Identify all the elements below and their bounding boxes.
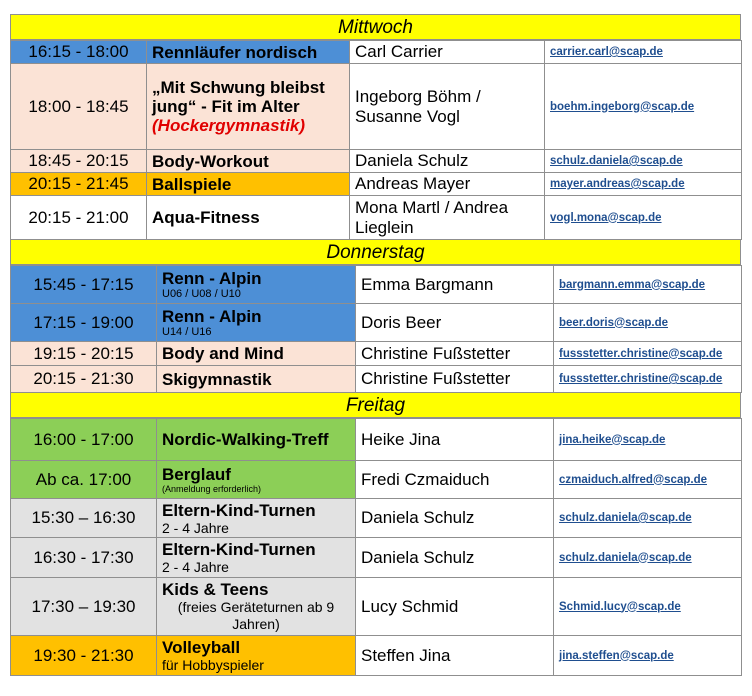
- email-link[interactable]: carrier.carl@scap.de: [550, 46, 663, 58]
- email-cell: [554, 538, 742, 578]
- table-row: [11, 342, 742, 366]
- email-cell: [545, 64, 742, 150]
- email-cell: [545, 173, 742, 196]
- instructor-cell: Ingeborg Böhm / Susanne Vogl: [350, 64, 545, 150]
- table-row: [11, 578, 742, 636]
- instructor-cell: Daniela Schulz: [356, 538, 554, 578]
- table-row: [11, 173, 742, 196]
- email-link[interactable]: mayer.andreas@scap.de: [550, 178, 685, 190]
- course-subtitle: (Anmeldung erforderlich): [162, 483, 262, 494]
- table-row: [11, 636, 742, 676]
- time-cell: 16:15 - 18:00: [11, 41, 147, 64]
- email-link[interactable]: czmaiduch.alfred@scap.de: [559, 473, 707, 486]
- course-cell: [157, 636, 356, 676]
- table-row: [11, 266, 742, 304]
- course-cell: [157, 578, 356, 636]
- table-row: [11, 41, 742, 64]
- time-cell: 15:30 – 16:30: [11, 499, 157, 538]
- time-cell: 17:30 – 19:30: [11, 578, 157, 636]
- email-cell: [554, 461, 742, 499]
- email-link[interactable]: jina.heike@scap.de: [559, 433, 666, 446]
- instructor-cell: Steffen Jina: [356, 636, 554, 676]
- email-cell: [545, 41, 742, 64]
- email-cell: [554, 366, 742, 393]
- course-title: Eltern-Kind-Turnen: [162, 500, 316, 520]
- time-cell: 19:15 - 20:15: [11, 342, 157, 366]
- time-cell: 17:15 - 19:00: [11, 304, 157, 342]
- course-cell: [157, 461, 356, 499]
- instructor-cell: Heike Jina: [356, 419, 554, 461]
- course-subtitle: U14 / U16: [162, 325, 212, 338]
- course-cell: Ballspiele: [147, 173, 350, 196]
- time-cell: 18:45 - 20:15: [11, 150, 147, 173]
- course-title: Renn - Alpin: [162, 268, 262, 288]
- time-cell: 20:15 - 21:45: [11, 173, 147, 196]
- email-cell: [554, 342, 742, 366]
- course-cell: [157, 499, 356, 538]
- course-title: Berglauf: [162, 464, 231, 484]
- email-link[interactable]: Schmid.lucy@scap.de: [559, 600, 681, 613]
- instructor-cell: Daniela Schulz: [356, 499, 554, 538]
- course-cell: Aqua-Fitness: [147, 196, 350, 240]
- day-header-freitag: Freitag: [10, 392, 741, 418]
- time-cell: Ab ca. 17:00: [11, 461, 157, 499]
- time-cell: 16:30 - 17:30: [11, 538, 157, 578]
- course-cell: Rennläufer nordisch: [147, 41, 350, 64]
- course-cell: [157, 538, 356, 578]
- day-header-donnerstag: Donnerstag: [10, 239, 741, 265]
- time-cell: 16:00 - 17:00: [11, 419, 157, 461]
- table-row: [11, 419, 742, 461]
- course-title: Renn - Alpin: [162, 306, 262, 326]
- course-cell: Skigymnastik: [157, 366, 356, 393]
- schedule-table-mittwoch: [10, 40, 742, 240]
- email-cell: [554, 578, 742, 636]
- instructor-cell: Mona Martl / Andrea Lieglein: [350, 196, 545, 240]
- course-title: „Mit Schwung bleibst jung“ - Fit im Alter: [152, 78, 325, 116]
- course-title: Volleyball: [162, 638, 241, 657]
- email-cell: [554, 499, 742, 538]
- course-cell: [157, 266, 356, 304]
- course-subtitle: (freies Geräteturnen ab 9 Jahren): [177, 599, 335, 632]
- time-cell: 18:00 - 18:45: [11, 64, 147, 150]
- table-row: [11, 499, 742, 538]
- course-cell: Body and Mind: [157, 342, 356, 366]
- email-link[interactable]: fussstetter.christine@scap.de: [559, 347, 723, 360]
- course-subtitle: 2 - 4 Jahre: [162, 519, 229, 536]
- day-header-mittwoch: Mittwoch: [10, 14, 741, 40]
- time-cell: 20:15 - 21:30: [11, 366, 157, 393]
- email-link[interactable]: fussstetter.christine@scap.de: [559, 373, 723, 385]
- email-cell: [545, 150, 742, 173]
- time-cell: 15:45 - 17:15: [11, 266, 157, 304]
- table-row: [11, 196, 742, 240]
- email-link[interactable]: jina.steffen@scap.de: [559, 649, 674, 662]
- email-link[interactable]: schulz.daniela@scap.de: [559, 512, 692, 524]
- email-cell: [554, 266, 742, 304]
- table-row: [11, 461, 742, 499]
- course-subtitle: für Hobbyspieler: [162, 657, 264, 673]
- email-link[interactable]: schulz.daniela@scap.de: [550, 155, 683, 167]
- instructor-cell: Fredi Czmaiduch: [356, 461, 554, 499]
- table-row: [11, 150, 742, 173]
- course-subtitle: 2 - 4 Jahre: [162, 559, 229, 575]
- course-note: (Hockergymnastik): [152, 116, 306, 135]
- instructor-cell: Andreas Mayer: [350, 173, 545, 196]
- course-cell: Body-Workout: [147, 150, 350, 173]
- instructor-cell: Lucy Schmid: [356, 578, 554, 636]
- instructor-cell: Carl Carrier: [350, 41, 545, 64]
- email-link[interactable]: schulz.daniela@scap.de: [559, 551, 692, 564]
- instructor-cell: Christine Fußstetter: [356, 342, 554, 366]
- course-subtitle: U06 / U08 / U10: [162, 287, 241, 300]
- schedule-table-freitag: [10, 418, 742, 676]
- email-link[interactable]: vogl.mona@scap.de: [550, 211, 662, 224]
- table-row: [11, 304, 742, 342]
- course-title: Eltern-Kind-Turnen: [162, 540, 316, 559]
- email-link[interactable]: boehm.ingeborg@scap.de: [550, 100, 695, 113]
- time-cell: 20:15 - 21:00: [11, 196, 147, 240]
- instructor-cell: Daniela Schulz: [350, 150, 545, 173]
- email-link[interactable]: beer.doris@scap.de: [559, 316, 669, 329]
- schedule-table-donnerstag: [10, 265, 742, 393]
- course-title: Kids & Teens: [162, 580, 269, 599]
- table-row: [11, 366, 742, 393]
- table-row: [11, 538, 742, 578]
- email-cell: [545, 196, 742, 240]
- instructor-cell: Christine Fußstetter: [356, 366, 554, 393]
- email-cell: [554, 304, 742, 342]
- table-row: [11, 64, 742, 150]
- course-cell: Nordic-Walking-Treff: [157, 419, 356, 461]
- course-cell: [147, 64, 350, 150]
- course-cell: [157, 304, 356, 342]
- time-cell: 19:30 - 21:30: [11, 636, 157, 676]
- email-cell: [554, 636, 742, 676]
- email-link[interactable]: bargmann.emma@scap.de: [559, 278, 706, 291]
- instructor-cell: Doris Beer: [356, 304, 554, 342]
- instructor-cell: Emma Bargmann: [356, 266, 554, 304]
- email-cell: [554, 419, 742, 461]
